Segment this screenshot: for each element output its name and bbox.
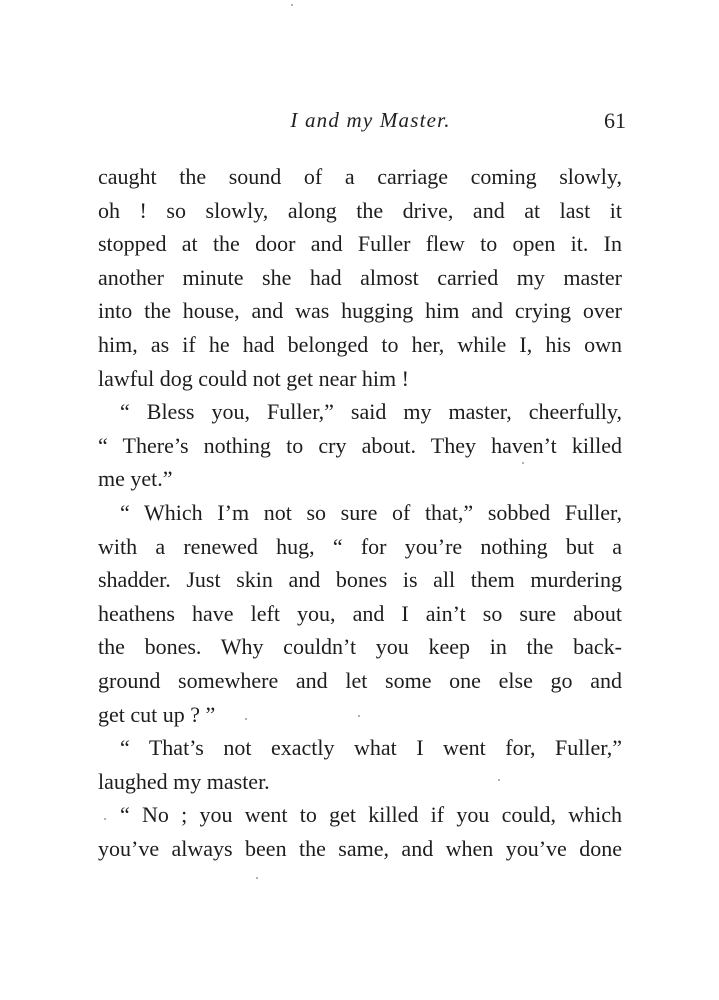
text-line: me yet.” <box>98 466 173 492</box>
text-line: “ Bless you, Fuller,” said my master, cheerfully, <box>120 399 622 425</box>
paper-speck <box>245 718 247 720</box>
text-line: with a renewed hug, “ for you’re nothing but a <box>98 533 622 559</box>
text-line: into the house, and was hugging him and crying over <box>98 298 622 324</box>
text-line: stopped at the door and Fuller flew to open it. In <box>98 231 622 257</box>
text-line: caught the sound of a carriage coming slowly, <box>98 164 622 189</box>
text-line: the bones. Why couldn’t you keep in the back- <box>98 634 622 660</box>
text-line: you’ve always been the same, and when you’ve done <box>98 835 622 861</box>
text-line: “ That’s not exactly what I went for, Fuller,” <box>120 735 622 761</box>
paper-speck <box>291 4 293 6</box>
paper-speck <box>358 715 360 717</box>
text-line: shadder. Just skin and bones is all them murdering <box>98 567 622 593</box>
text-line: “ Which I’m not so sure of that,” sobbed Fuller, <box>120 499 622 525</box>
paper-speck <box>498 779 500 781</box>
page-number: 61 <box>604 108 626 133</box>
text-line: laughed my master. <box>98 768 270 794</box>
text-line: another minute she had almost carried my master <box>98 264 622 290</box>
text-line: “ No ; you went to get killed if you could, which <box>120 802 622 828</box>
text-line: get cut up ? ” <box>98 701 216 727</box>
text-line: heathens have left you, and I ain’t so sure about <box>98 600 622 626</box>
paper-speck <box>104 818 106 820</box>
text-line: lawful dog could not get near him ! <box>98 365 409 391</box>
body-text <box>98 160 622 865</box>
paper-speck <box>522 462 524 464</box>
text-line: him, as if he had belonged to her, while I, his own <box>98 331 622 357</box>
text-line: oh ! so slowly, along the drive, and at last it <box>98 197 622 223</box>
running-title: I and my Master. <box>290 108 451 132</box>
paper-speck <box>256 877 258 879</box>
text-line: ground somewhere and let some one else go and <box>98 667 622 693</box>
text-line: “ There’s nothing to cry about. They haven’t killed <box>98 432 622 458</box>
